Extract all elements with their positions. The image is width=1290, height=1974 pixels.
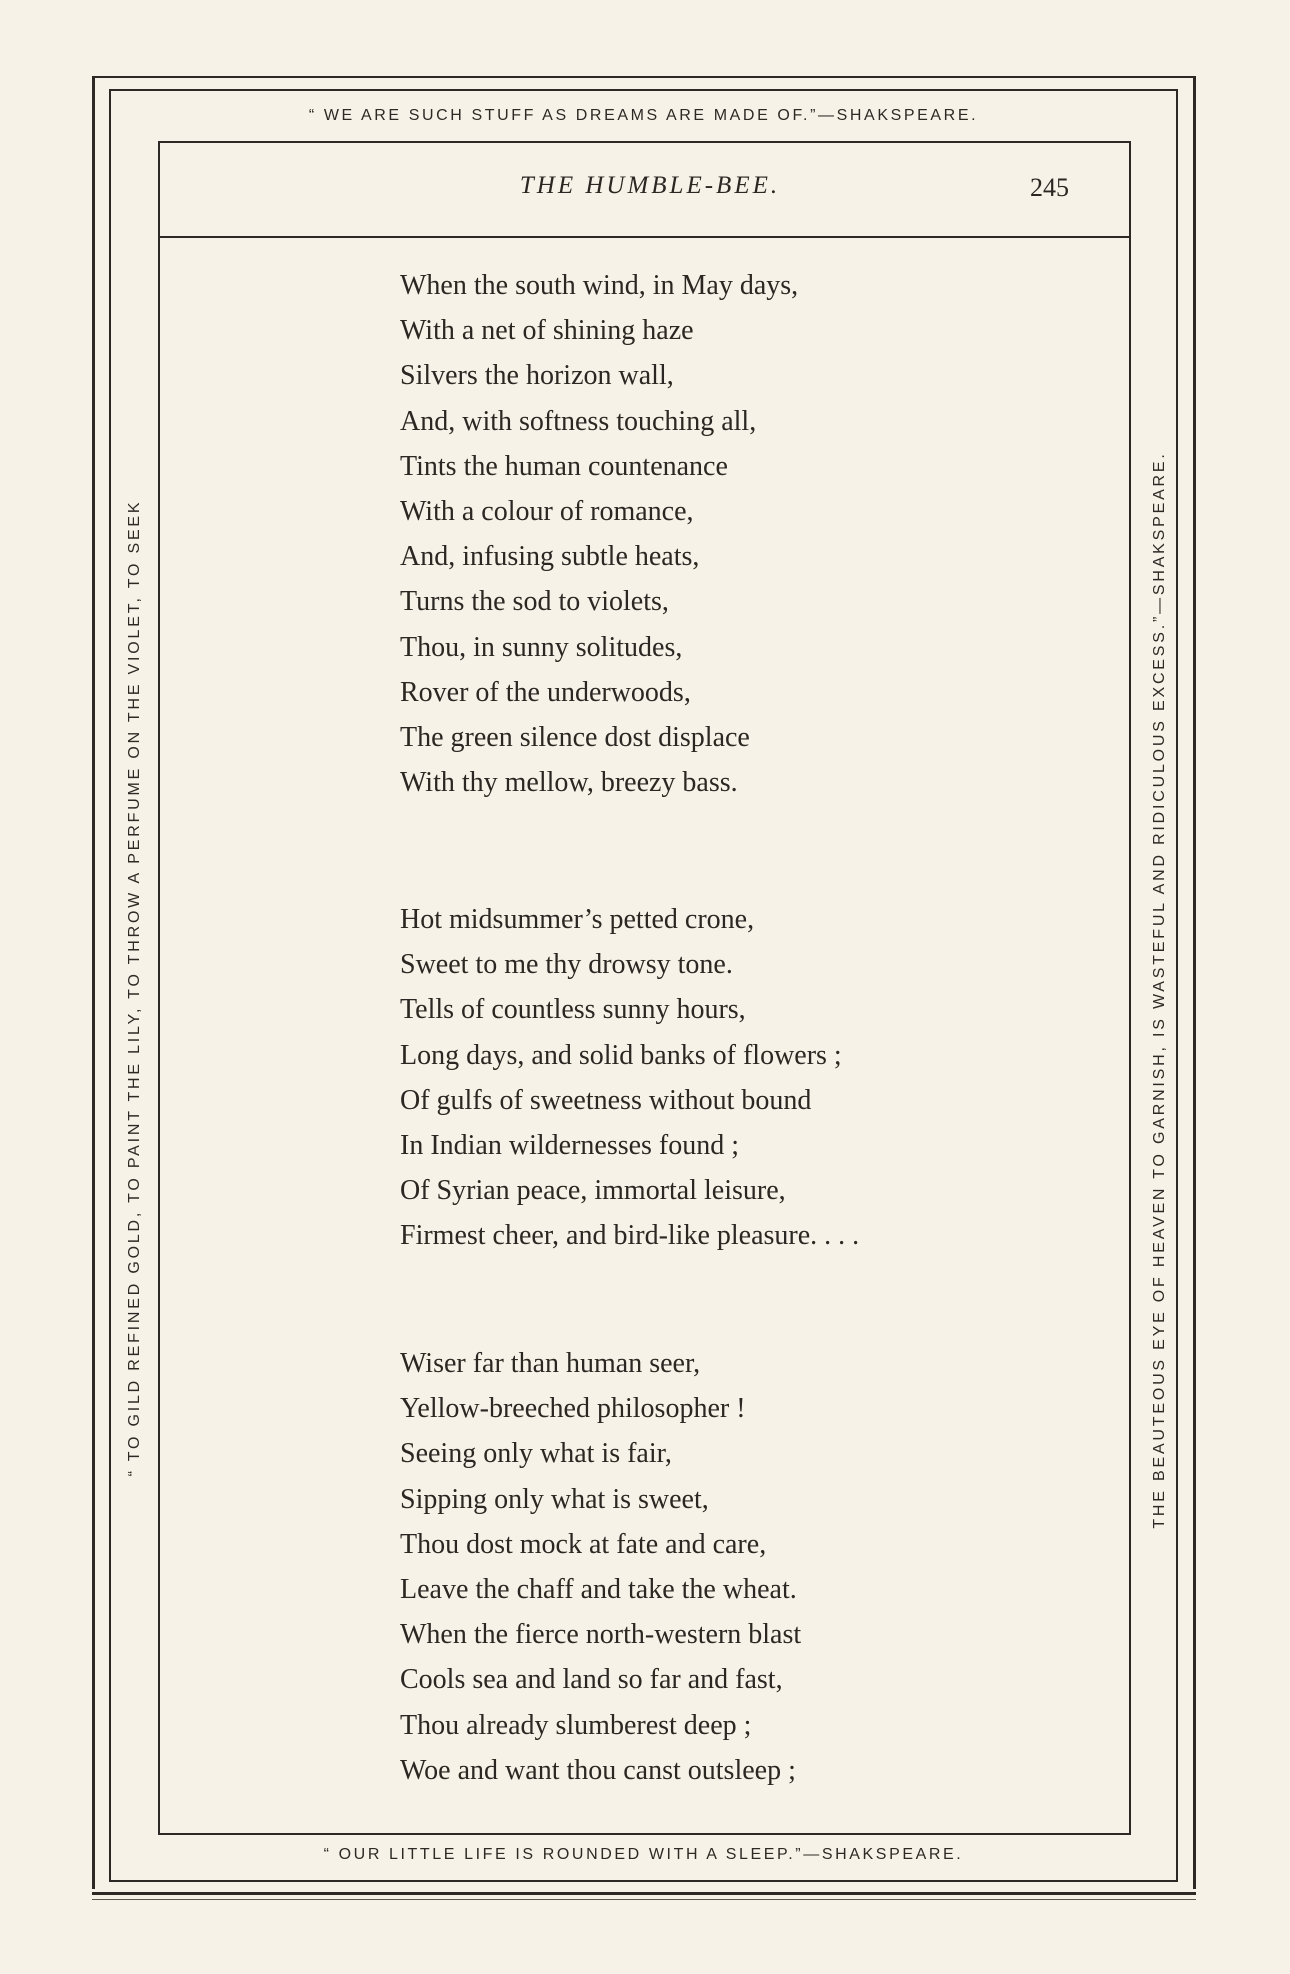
poem-line: With thy mellow, breezy bass. — [400, 767, 738, 799]
poem-line: Of Syrian peace, immortal leisure, — [400, 1175, 786, 1207]
poem-line: Tells of countless sunny hours, — [400, 994, 746, 1026]
header-rule — [158, 236, 1131, 238]
poem-line: And, infusing subtle heats, — [400, 541, 700, 573]
poem-line: Thou, in sunny solitudes, — [400, 631, 683, 663]
poem-line: Tints the human countenance — [400, 450, 728, 482]
outer-frame-bottom-hairline — [92, 1899, 1196, 1900]
poem-line: The green silence dost displace — [400, 721, 750, 753]
poem-line: Woe and want thou canst outsleep ; — [400, 1754, 796, 1786]
poem-line: Sipping only what is sweet, — [400, 1483, 709, 1515]
outer-frame-bottom-rule — [92, 1892, 1196, 1895]
poem-line: Sweet to me thy drowsy tone. — [400, 949, 733, 981]
border-quote-left: “ TO GILD REFINED GOLD, TO PAINT THE LILY, TO THROW A PERFUME ON THE VIOLET, TO SEEK — [126, 499, 143, 1477]
stanza-1 — [400, 263, 798, 805]
poem-line: Thou already slumberest deep ; — [400, 1709, 752, 1741]
poem-line: In Indian wildernesses found ; — [400, 1129, 740, 1161]
poem-line: With a colour of romance, — [400, 495, 694, 527]
poem-line: Leave the chaff and take the wheat. — [400, 1573, 797, 1605]
poem-line: Yellow-breeched philosopher ! — [400, 1393, 746, 1425]
poem-line: Hot midsummer’s petted crone, — [400, 904, 755, 935]
border-quote-bottom: “ OUR LITTLE LIFE IS ROUNDED WITH A SLEEP.”—SHAKSPEARE. — [323, 1846, 964, 1863]
poem-line: Firmest cheer, and bird-like pleasure. . . . — [400, 1220, 860, 1252]
page-number: 245 — [1030, 173, 1069, 202]
poem-line: Wiser far than human seer, — [400, 1348, 701, 1379]
stanza-2 — [400, 897, 859, 1259]
poem-line: Seeing only what is fair, — [400, 1438, 672, 1470]
poem-line: Turns the sod to violets, — [400, 586, 669, 618]
poem-line: Silvers the horizon wall, — [400, 360, 674, 392]
poem-line: When the fierce north-western blast — [400, 1619, 802, 1651]
poem-line: When the south wind, in May days, — [400, 270, 799, 301]
poem-line: Rover of the underwoods, — [400, 676, 691, 708]
poem-line: Thou dost mock at fate and care, — [400, 1528, 767, 1560]
stanza-3 — [400, 1341, 801, 1793]
poem-line: Of gulfs of sweetness without bound — [400, 1084, 812, 1116]
poem-line: Cools sea and land so far and fast, — [400, 1664, 783, 1696]
running-title: THE HUMBLE-BEE. — [519, 172, 781, 199]
poem-line: With a net of shining haze — [400, 315, 694, 347]
border-quote-top: “ WE ARE SUCH STUFF AS DREAMS ARE MADE OF.”—SHAKSPEARE. — [308, 107, 979, 124]
poem-line: Long days, and solid banks of flowers ; — [400, 1039, 842, 1071]
poem-line: And, with softness touching all, — [400, 405, 757, 437]
border-quote-right: THE BEAUTEOUS EYE OF HEAVEN TO GARNISH, IS WASTEFUL AND RIDICULOUS EXCESS.”—SHAKSPEARE. — [1151, 451, 1168, 1529]
